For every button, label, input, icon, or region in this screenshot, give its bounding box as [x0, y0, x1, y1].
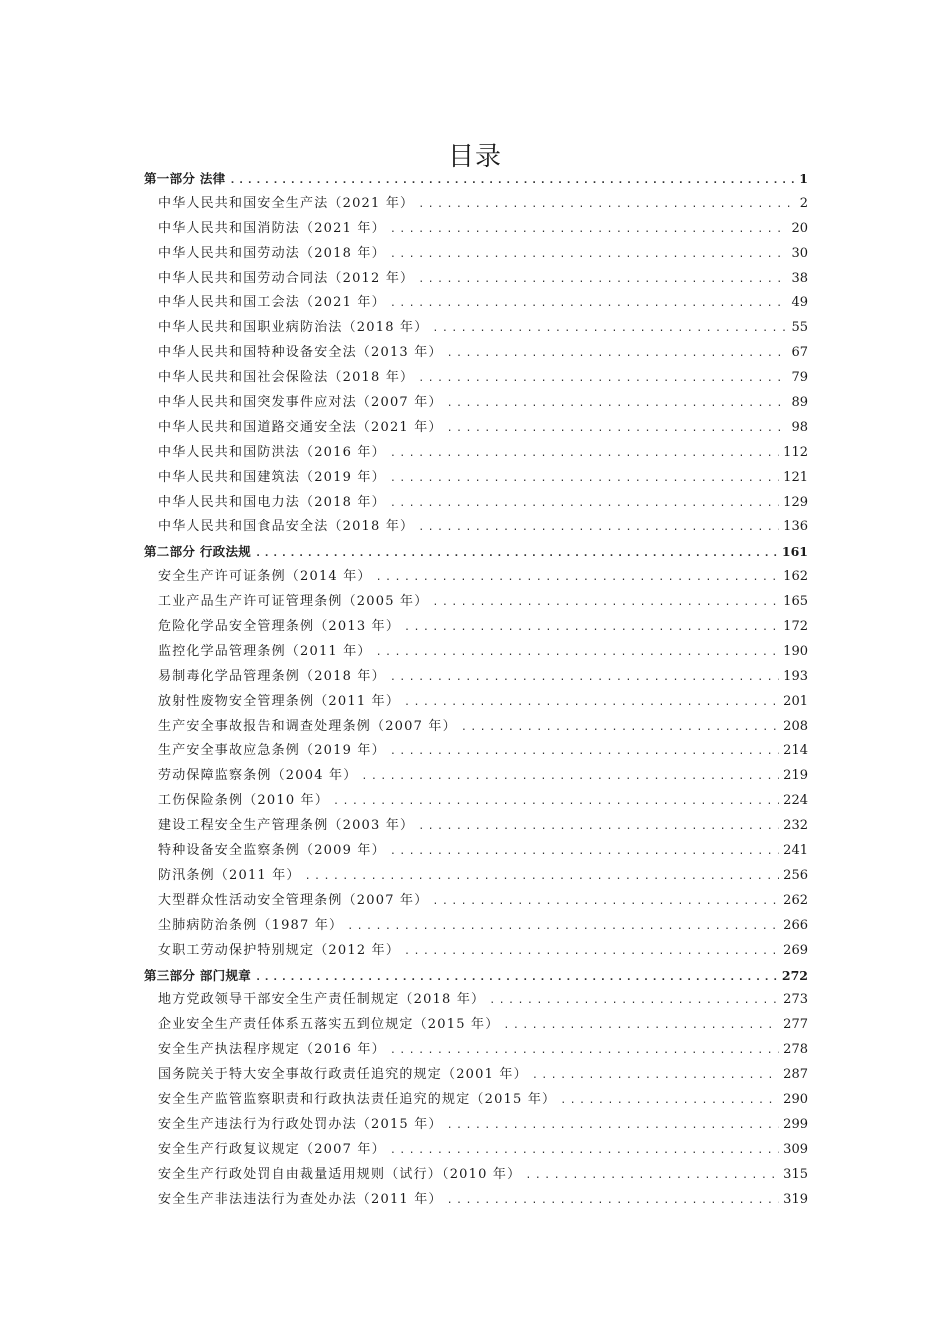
toc-entry-label: 中华人民共和国劳动法（2018 年）	[158, 245, 386, 261]
toc-page-number: 277	[783, 1017, 808, 1033]
toc-page-number: 287	[783, 1067, 808, 1083]
toc-page-number: 165	[783, 594, 808, 610]
toc-entry[interactable]	[144, 291, 808, 316]
toc-entry[interactable]	[144, 316, 808, 341]
dot-leader	[390, 740, 779, 765]
toc-page-number: 319	[783, 1191, 808, 1207]
dot-leader	[390, 666, 779, 691]
toc-page-number: 161	[781, 544, 808, 560]
toc-page-number: 208	[783, 718, 808, 734]
dot-leader	[432, 890, 779, 915]
toc-part-label: 第二部分 行政法规	[144, 544, 252, 560]
toc-page-number: 241	[783, 843, 808, 859]
toc-entry[interactable]	[144, 1088, 808, 1113]
dot-leader	[418, 367, 787, 392]
dot-leader	[376, 566, 780, 591]
toc-entry[interactable]	[144, 267, 808, 292]
toc-page-number: 232	[783, 818, 808, 834]
dot-leader	[376, 641, 780, 666]
toc-entry-label: 安全生产执法程序规定（2016 年）	[158, 1042, 386, 1058]
toc-page-number: 121	[783, 469, 808, 485]
dot-leader	[432, 317, 787, 342]
toc-entry[interactable]	[144, 1038, 808, 1063]
toc-entry-label: 中华人民共和国建筑法（2019 年）	[158, 469, 386, 485]
dot-leader	[390, 492, 779, 517]
toc-entry[interactable]	[144, 366, 808, 391]
toc-page-number: 224	[783, 793, 808, 809]
toc-page-number: 162	[783, 569, 808, 585]
toc-page-number: 299	[783, 1116, 808, 1132]
toc-page-number: 269	[783, 942, 808, 958]
dot-leader	[503, 1014, 779, 1039]
toc-entry-label: 特种设备安全监察条例（2009 年）	[158, 843, 386, 859]
toc-page-number: 256	[783, 867, 808, 883]
toc-entry-label: 中华人民共和国工会法（2021 年）	[158, 295, 386, 311]
toc-entry-label: 中华人民共和国食品安全法（2018 年）	[158, 519, 415, 535]
dot-leader	[525, 1164, 779, 1189]
dot-leader	[532, 1064, 779, 1089]
toc-page-number: 20	[791, 220, 808, 236]
toc-page-number: 219	[783, 768, 808, 784]
dot-leader	[390, 1139, 779, 1164]
toc-entry[interactable]	[144, 889, 808, 914]
toc-entry[interactable]	[144, 441, 808, 466]
toc-page-number: 1	[799, 171, 808, 186]
toc-page-number: 129	[783, 494, 808, 510]
toc-entry[interactable]	[144, 665, 808, 690]
toc-page-number: 273	[783, 992, 808, 1008]
toc-page-number: 67	[791, 345, 808, 361]
toc-entry[interactable]	[144, 1163, 808, 1188]
toc-entry-label: 中华人民共和国消防法（2021 年）	[158, 220, 386, 236]
toc-entry-label: 易制毒化学品管理条例（2018 年）	[158, 668, 386, 684]
toc-entry-label: 安全生产违法行为行政处罚办法（2015 年）	[158, 1116, 443, 1132]
toc-page-number: 193	[783, 668, 808, 684]
dot-leader	[361, 765, 779, 790]
toc-entry[interactable]	[144, 1188, 808, 1213]
toc-entry[interactable]	[144, 565, 808, 590]
toc-entry-label: 建设工程安全生产管理条例（2003 年）	[158, 818, 415, 834]
toc-page-number: 112	[783, 444, 808, 460]
toc-page-number: 172	[783, 619, 808, 635]
toc-entry-label: 中华人民共和国社会保险法（2018 年）	[158, 370, 415, 386]
toc-page-number: 30	[791, 245, 808, 261]
toc-page-number: 309	[783, 1141, 808, 1157]
toc-entry-label: 工伤保险条例（2010 年）	[158, 793, 330, 809]
toc-entry[interactable]	[144, 192, 808, 217]
toc-entry[interactable]	[144, 1138, 808, 1163]
toc-entry[interactable]	[144, 341, 808, 366]
dot-leader	[305, 865, 780, 890]
toc-entry-label: 放射性废物安全管理条例（2011 年）	[158, 693, 401, 709]
toc-entry-label: 大型群众性活动安全管理条例（2007 年）	[158, 892, 429, 908]
toc-entry-label: 企业安全生产责任体系五落实五到位规定（2015 年）	[158, 1017, 500, 1033]
toc-entry[interactable]	[144, 789, 808, 814]
toc-entry[interactable]	[144, 939, 808, 964]
toc-entry-label: 危险化学品安全管理条例（2013 年）	[158, 619, 401, 635]
table-of-contents	[144, 167, 808, 1212]
toc-entry[interactable]	[144, 715, 808, 740]
toc-entry[interactable]	[144, 640, 808, 665]
dot-leader	[404, 940, 779, 965]
toc-entry[interactable]	[144, 690, 808, 715]
toc-part-heading[interactable]	[144, 167, 808, 192]
toc-page-number: 89	[791, 395, 808, 411]
dot-leader	[461, 716, 779, 741]
dot-leader	[255, 966, 778, 991]
toc-entry-label: 女职工劳动保护特别规定（2012 年）	[158, 942, 401, 958]
toc-page-number: 262	[783, 892, 808, 908]
toc-entry[interactable]	[144, 988, 808, 1013]
toc-page-number: 55	[791, 320, 808, 336]
toc-entry-label: 安全生产行政处罚自由裁量适用规则（试行）（2010 年）	[158, 1166, 522, 1182]
toc-entry-label: 生产安全事故应急条例（2019 年）	[158, 743, 386, 759]
dot-leader	[390, 218, 788, 243]
toc-entry-label: 监控化学品管理条例（2011 年）	[158, 643, 372, 659]
toc-page-number: 38	[791, 270, 808, 286]
toc-page-number: 2	[799, 195, 808, 211]
toc-entry-label: 中华人民共和国电力法（2018 年）	[158, 494, 386, 510]
toc-part-label: 第三部分 部门规章	[144, 967, 252, 983]
toc-entry[interactable]	[144, 1113, 808, 1138]
dot-leader	[418, 516, 779, 541]
dot-leader	[418, 193, 794, 218]
dot-leader	[404, 616, 779, 641]
page-title: 目录	[447, 142, 502, 173]
dot-leader	[390, 243, 788, 268]
toc-entry-label: 劳动保障监察条例（2004 年）	[158, 768, 358, 784]
toc-entry[interactable]	[144, 814, 808, 839]
toc-entry[interactable]	[144, 615, 808, 640]
toc-entry-label: 中华人民共和国道路交通安全法（2021 年）	[158, 419, 443, 435]
toc-entry[interactable]	[144, 1063, 808, 1088]
toc-page-number: 290	[783, 1091, 808, 1107]
toc-page-number: 214	[783, 743, 808, 759]
dot-leader	[255, 542, 778, 567]
toc-page-number: 49	[791, 295, 808, 311]
toc-entry-label: 中华人民共和国劳动合同法（2012 年）	[158, 270, 415, 286]
toc-entry[interactable]	[144, 590, 808, 615]
dot-leader	[447, 417, 788, 442]
toc-entry[interactable]	[144, 391, 808, 416]
toc-entry[interactable]	[144, 914, 808, 939]
toc-entry[interactable]	[144, 466, 808, 491]
toc-entry-label: 地方党政领导干部安全生产责任制规定（2018 年）	[158, 992, 486, 1008]
dot-leader	[390, 840, 779, 865]
toc-entry-label: 工业产品生产许可证管理条例（2005 年）	[158, 594, 429, 610]
dot-leader	[447, 392, 788, 417]
toc-page-number: 98	[791, 419, 808, 435]
toc-part-heading[interactable]	[144, 964, 808, 989]
dot-leader	[418, 815, 779, 840]
toc-part-heading[interactable]	[144, 540, 808, 565]
toc-part-label: 第一部分 法律	[144, 171, 226, 186]
toc-entry-label: 国务院关于特大安全事故行政责任追究的规定（2001 年）	[158, 1067, 528, 1083]
toc-entry[interactable]	[144, 515, 808, 540]
toc-page-number: 201	[783, 693, 808, 709]
dot-leader	[447, 1114, 780, 1139]
dot-leader	[489, 989, 779, 1014]
toc-entry[interactable]	[144, 491, 808, 516]
toc-page-number: 315	[783, 1166, 808, 1182]
toc-entry-label: 尘肺病防治条例（1987 年）	[158, 917, 344, 933]
toc-entry[interactable]	[144, 416, 808, 441]
dot-leader	[390, 442, 779, 467]
toc-page-number: 79	[791, 370, 808, 386]
dot-leader	[418, 268, 787, 293]
toc-entry-label: 防汛条例（2011 年）	[158, 867, 301, 883]
toc-page-number: 278	[783, 1042, 808, 1058]
dot-leader	[390, 292, 788, 317]
toc-entry[interactable]	[144, 242, 808, 267]
toc-page-number: 190	[783, 643, 808, 659]
toc-entry-label: 安全生产行政复议规定（2007 年）	[158, 1141, 386, 1157]
dot-leader	[447, 342, 788, 367]
toc-page-number: 266	[783, 917, 808, 933]
dot-leader	[229, 169, 794, 194]
toc-entry-label: 中华人民共和国防洪法（2016 年）	[158, 444, 386, 460]
toc-page-number: 272	[781, 967, 808, 983]
dot-leader	[347, 915, 779, 940]
toc-entry[interactable]	[144, 739, 808, 764]
toc-entry[interactable]	[144, 839, 808, 864]
toc-entry[interactable]	[144, 764, 808, 789]
toc-entry-label: 安全生产监管监察职责和行政执法责任追究的规定（2015 年）	[158, 1091, 557, 1107]
toc-entry-label: 安全生产非法违法行为查处办法（2011 年）	[158, 1191, 443, 1207]
toc-entry-label: 中华人民共和国特种设备安全法（2013 年）	[158, 345, 443, 361]
dot-leader	[432, 591, 779, 616]
dot-leader	[560, 1089, 779, 1114]
toc-entry-label: 安全生产许可证条例（2014 年）	[158, 569, 372, 585]
toc-entry-label: 中华人民共和国突发事件应对法（2007 年）	[158, 395, 443, 411]
dot-leader	[447, 1189, 780, 1214]
toc-entry-label: 中华人民共和国安全生产法（2021 年）	[158, 195, 415, 211]
dot-leader	[404, 691, 779, 716]
toc-page-number: 136	[783, 519, 808, 535]
dot-leader	[390, 1039, 779, 1064]
dot-leader	[333, 790, 779, 815]
toc-entry[interactable]	[144, 217, 808, 242]
toc-entry-label: 中华人民共和国职业病防治法（2018 年）	[158, 320, 429, 336]
dot-leader	[390, 467, 779, 492]
toc-entry-label: 生产安全事故报告和调查处理条例（2007 年）	[158, 718, 457, 734]
toc-entry[interactable]	[144, 1013, 808, 1038]
toc-entry[interactable]	[144, 864, 808, 889]
